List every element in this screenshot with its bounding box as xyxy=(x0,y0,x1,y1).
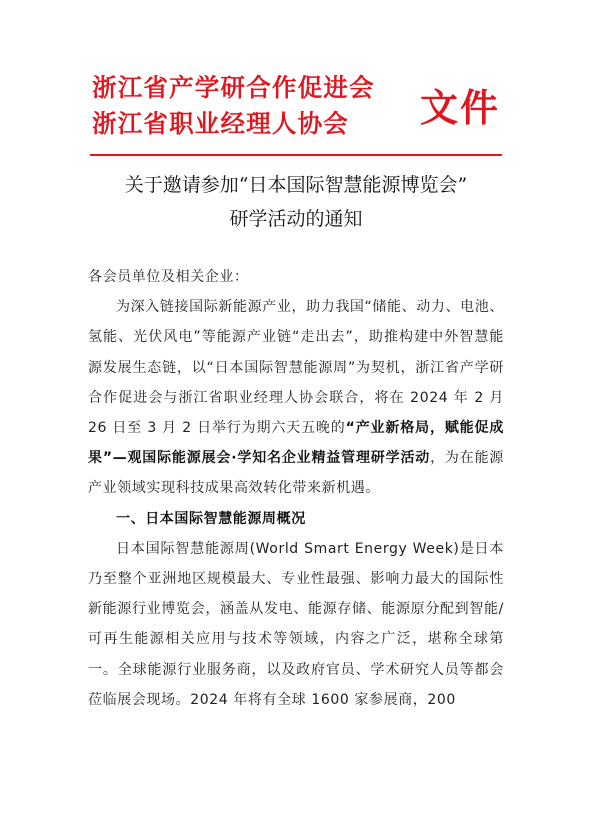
paragraph-1-tail: ，为在能源产业领域实现科技成果高效转化带来新机遇。 xyxy=(88,450,505,497)
letterhead-doc-label: 文件 xyxy=(420,85,501,130)
letterhead-org-1: 浙江省产学研合作促进会 xyxy=(92,73,375,102)
document-title xyxy=(70,168,522,236)
letterhead-org-2: 浙江省职业经理人协会 xyxy=(92,109,349,138)
paragraph-1 xyxy=(88,292,504,503)
letterhead-orgs xyxy=(92,70,375,142)
paragraph-1-bold: “产业新格局，赋能促成果”—观国际能源展会·学知名企业精益管理研学活动 xyxy=(88,420,504,467)
section-1-heading: 一、日本国际智慧能源周概况 xyxy=(116,510,306,527)
title-line-1: 关于邀请参加“日本国际智慧能源博览会” xyxy=(124,174,468,196)
letterhead xyxy=(92,70,512,145)
document-body xyxy=(88,262,504,715)
salutation: 各会员单位及相关企业： xyxy=(88,269,249,285)
title-line-2: 研学活动的通知 xyxy=(229,208,363,230)
paragraph-1-text: 为深入链接国际新能源产业，助力我国“储能、动力、电池、氢能、光伏风电”等能源产业链“走出去”，助推构建中外智慧能源发展生态链，以“日本国际智慧能源周”为契机，浙江省产学研合作促进会与浙江省职业经理人协会联合，将在 2024 年 2 月 26 日至 3 月 2 日举行为期六天五晚的 xyxy=(88,299,504,437)
letterhead-red-rule xyxy=(90,154,502,156)
paragraph-2: 日本国际智慧能源周(World Smart Energy Week)是日本乃至整个亚洲地区规模最大、专业性最强、影响力最大的国际性新能源行业博览会，涵盖从发电、能源存储、能源原分配到智能/可再生能源相关应用与技术等领域，内容之广泛，堪称全球第一。全球能源行业服务商，以及政府官员、学术研究人员等都会莅临展会现场。2024 年将有全球 1600 家参展商，200 xyxy=(88,540,504,708)
